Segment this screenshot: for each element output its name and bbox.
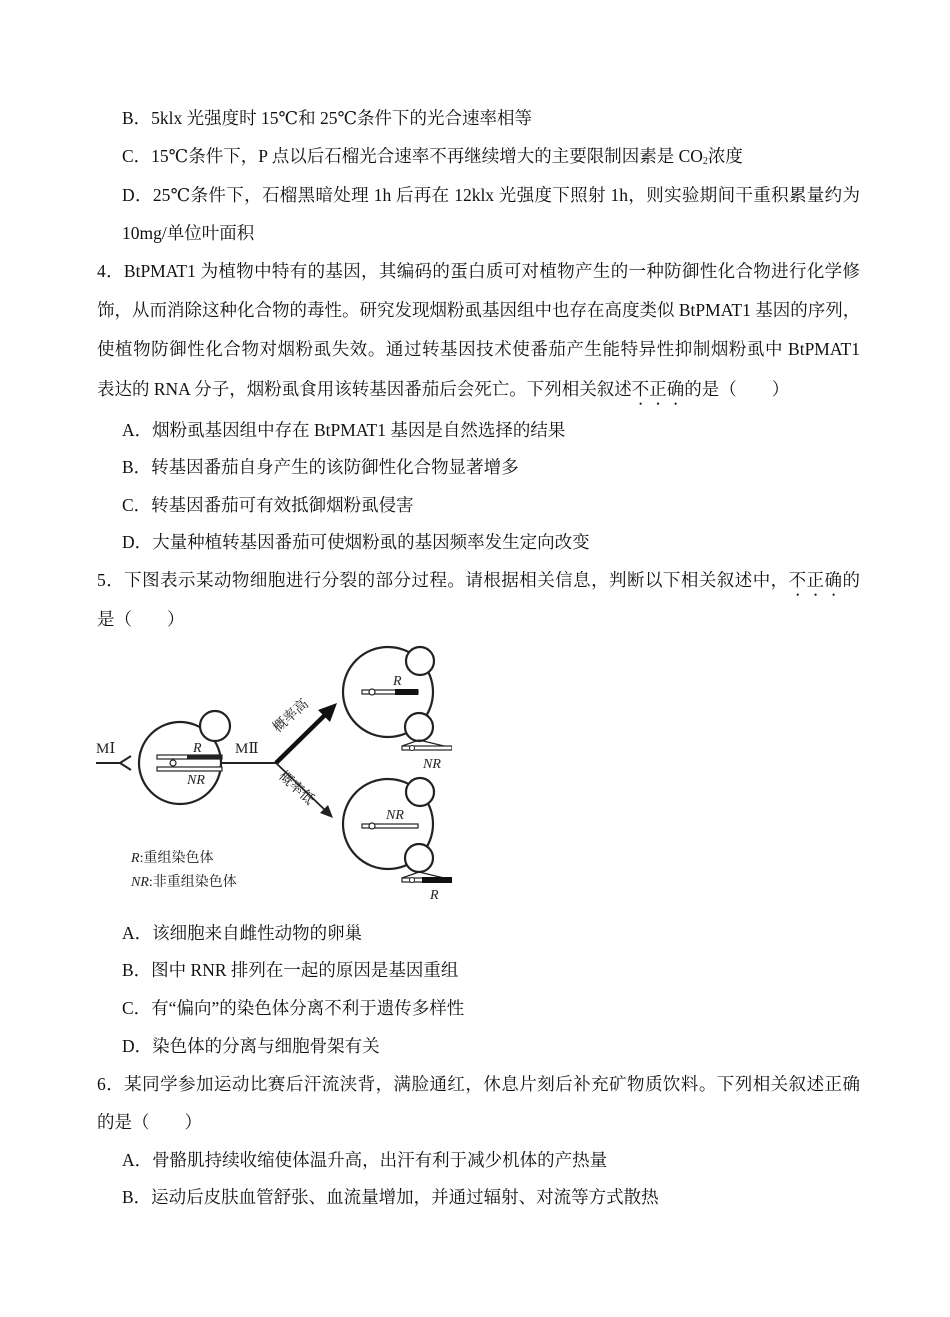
q5-option-b: B．图中 RNR 排列在一起的原因是基因重组 [122,960,459,980]
lower-polar-body-1 [406,778,434,806]
label-r: R [193,741,202,756]
q3-option-c-text: C．15℃条件下，P 点以后石榴光合速率不再继续增大的主要限制因素是 CO [122,146,703,166]
lower-polar-body-2 [405,844,433,872]
q3-option-c-tail: 浓度 [707,146,743,166]
q5-emphasis-not-correct: 不正确 [788,570,843,590]
q5-stem-line-2: 是（ ） [97,609,185,629]
q4-option-a: A．烟粉虱基因组中存在 BtPMAT1 基因是自然选择的结果 [122,420,566,440]
legend-recombinant [130,849,213,866]
q3-option-b: B．5klx 光强度时 15℃和 25℃条件下的光合速率相等 [122,108,533,128]
q4-stem-text: 表达的 RNA 分子，烟粉虱食用该转基因番茄后会死亡。下列相关叙述 [97,379,632,399]
label-m2: MⅡ [235,741,259,757]
q4-stem-line: 使植物防御性化合物对烟粉虱失效。通过转基因技术使番茄产生能特异性抑制烟粉虱中 BtPMAT1 [97,339,860,359]
q4-stem-line: 饰，从而消除这种化合物的毒性。研究发现烟粉虱基因组中也存在高度类似 BtPMAT1 基因的序列， [97,300,861,320]
upper-polar-label-nr: NR [423,757,441,772]
upper-chromosome-r-segment [395,689,418,695]
label-low-probability: 概率低 [275,768,317,809]
q6-stem-line-2: 的是（ ） [97,1112,202,1132]
polar-body [200,711,230,741]
legend-nr-key: NR [131,875,149,890]
label-high-probability: 概率高 [270,696,312,736]
lower-label-nr: NR [386,808,404,823]
q4-stem-last-line [97,377,789,401]
co2-subscript: 2 [702,156,708,167]
lower-polar-centromere [410,878,415,883]
lower-polar-label-r: R [430,888,439,903]
q5-stem-line [97,568,860,592]
centromere [170,760,176,766]
q6-stem-line: 6．某同学参加运动比赛后汗流浃背，满脸通红，休息片刻后补充矿物质饮料。下列相关叙述正确 [97,1074,860,1094]
q4-option-c: C．转基因番茄可有效抵御烟粉虱侵害 [122,495,414,515]
lower-polar-chromosome-r-segment [422,877,452,883]
legend-r-text: :重组染色体 [139,851,214,866]
q6-option-a: A．骨骼肌持续收缩使体温升高，出汗有利于减少机体的产热量 [122,1150,608,1170]
q4-stem-line: 4．BtPMAT1 为植物中特有的基因，其编码的蛋白质可对植物产生的一种防御性化合物进行化学修 [97,261,860,281]
q4-answer-brackets: 的是（ ） [684,379,790,399]
m1-arrow-head [120,756,131,770]
upper-spindle-lines [402,740,444,746]
legend-r-key: R [131,851,140,866]
q3-option-c [122,144,743,168]
q5-stem-tail: 的 [842,570,860,590]
label-nr: NR [187,773,205,788]
q5-option-c: C．有“偏向”的染色体分离不利于遗传多样性 [122,998,465,1018]
legend-non-recombinant [130,873,237,890]
q5-option-a: A．该细胞来自雌性动物的卵巢 [122,923,363,943]
upper-centromere [369,689,375,695]
upper-polar-centromere [410,746,415,751]
lower-centromere [369,823,375,829]
q3-option-d-continued: 10mg/单位叶面积 [122,223,255,243]
q5-option-d: D．染色体的分离与细胞骨架有关 [122,1036,380,1056]
q4-option-b: B．转基因番茄自身产生的该防御性化合物显著增多 [122,457,519,477]
label-m1: MⅠ [96,741,116,757]
q5-stem-text: 5．下图表示某动物细胞进行分裂的部分过程。请根据相关信息，判断以下相关叙述中， [97,570,789,590]
legend-nr-text: :非重组染色体 [148,875,237,890]
q4-emphasis-not-correct: 不正确 [631,379,685,399]
upper-label-r: R [393,674,402,689]
cell-division-diagram [90,640,452,905]
chromatid-nr [157,767,222,771]
upper-polar-body-2 [405,713,433,741]
q3-option-d: D．25℃条件下，石榴黑暗处理 1h 后再在 12klx 光强度下照射 1h，则实验期间干重积累量约为 [122,185,860,205]
q4-option-d: D．大量种植转基因番茄可使烟粉虱的基因频率发生定向改变 [122,532,590,552]
upper-polar-body-1 [406,647,434,675]
q6-option-b: B．运动后皮肤血管舒张、血流量增加，并通过辐射、对流等方式散热 [122,1187,659,1207]
